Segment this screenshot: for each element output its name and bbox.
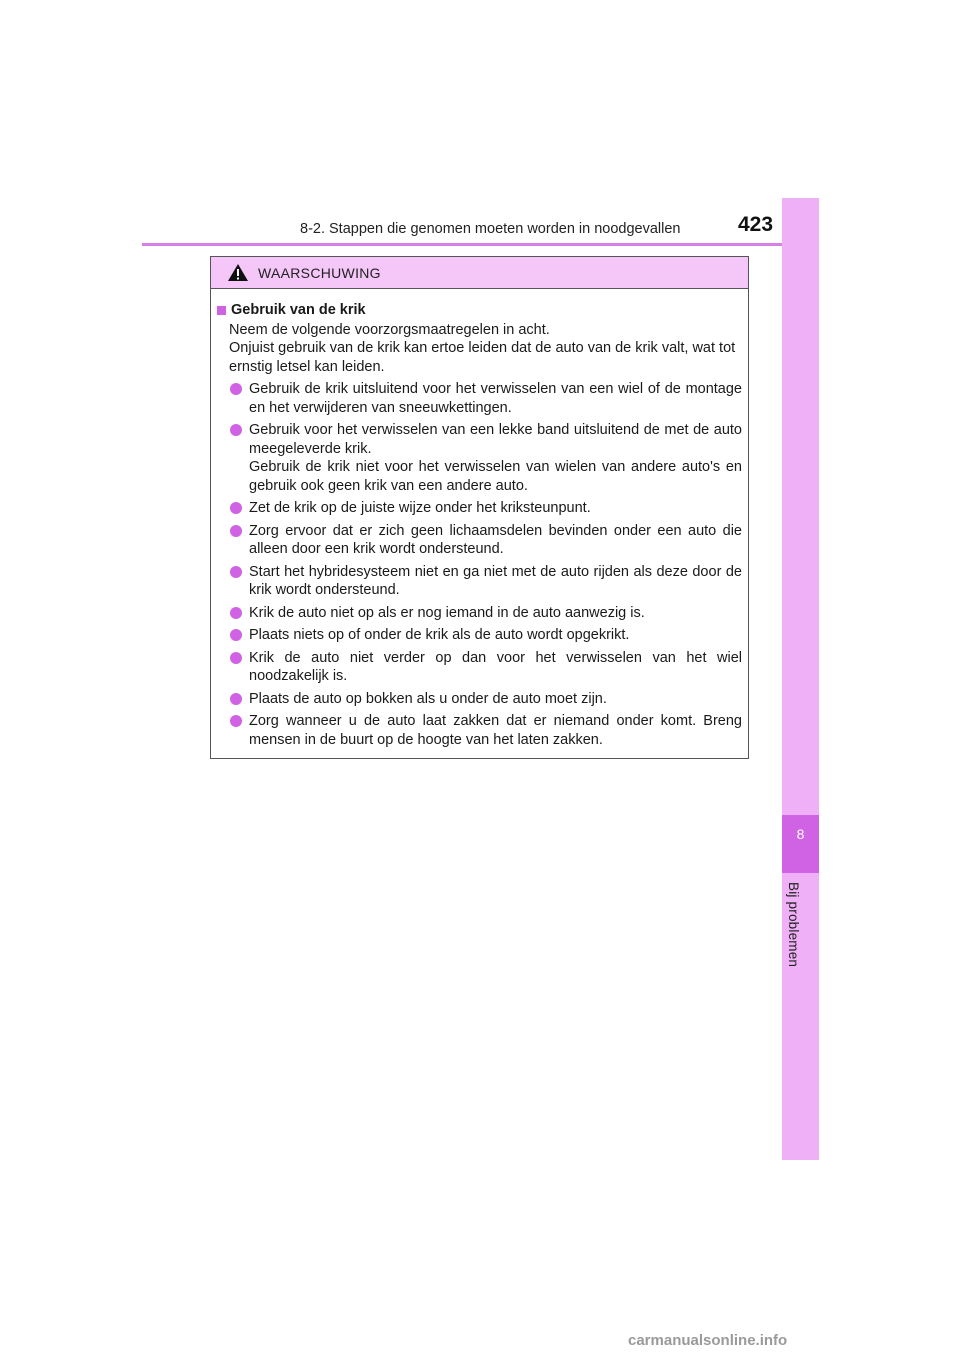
bullet-icon [230, 566, 242, 578]
bullet-icon [230, 693, 242, 705]
bullet-icon [230, 629, 242, 641]
list-item: Zorg ervoor dat er zich geen lichaamsdelen bevinden onder een auto die alleen door een krik wordt ondersteund. [230, 522, 742, 559]
warning-body [211, 289, 748, 749]
list-item: Start het hybridesysteem niet en ga niet met de auto rijden als deze door de krik wordt ondersteund. [230, 563, 742, 600]
page-number: 423 [738, 213, 774, 236]
bullet-icon [230, 715, 242, 727]
section-title [217, 301, 742, 320]
list-item: Gebruik voor het verwisselen van een lekke band uitsluitend de met de auto meegeleverde krik. Gebruik de krik niet voor het verwisselen van wielen van andere auto's en gebruik ook geen krik van een andere auto. [230, 421, 742, 495]
header-divider [142, 243, 819, 246]
list-item: Krik de auto niet verder op dan voor het verwisselen van het wiel noodzakelijk is. [230, 649, 742, 686]
warning-title: WAARSCHUWING [258, 264, 381, 281]
chapter-label: Bij problemen [786, 882, 801, 968]
list-item: Zorg wanneer u de auto laat zakken dat er niemand onder komt. Breng mensen in de buurt op de hoogte van het laten zakken. [230, 712, 742, 749]
bullet-icon [230, 652, 242, 664]
warning-header [211, 257, 748, 289]
bullet-icon [230, 607, 242, 619]
chapter-side-tab [782, 198, 819, 1160]
bullet-icon [230, 383, 242, 395]
list-item: Plaats niets op of onder de krik als de auto wordt opgekrikt. [230, 626, 742, 645]
list-item: Gebruik de krik uitsluitend voor het verwisselen van een wiel of de montage en het verwijderen van sneeuwkettingen. [230, 380, 742, 417]
page-header-title: 8-2. Stappen die genomen moeten worden in noodgevallen [300, 221, 681, 237]
chapter-number: 8 [796, 826, 805, 842]
safety-rules-list [217, 380, 742, 749]
intro-line: Neem de volgende voorzorgsmaatregelen in acht. [229, 321, 550, 338]
intro-text [217, 321, 742, 377]
warning-triangle-icon [227, 263, 249, 282]
bullet-icon [230, 502, 242, 514]
intro-line: Onjuist gebruik van de krik kan ertoe leiden dat de auto van de krik valt, wat tot ernstig letsel kan leiden. [229, 340, 736, 375]
warning-box [210, 256, 749, 759]
bullet-icon [230, 525, 242, 537]
list-item: Krik de auto niet op als er nog iemand in de auto aanwezig is. [230, 604, 742, 623]
square-bullet-icon [217, 306, 226, 315]
section-title-text: Gebruik van de krik [231, 302, 366, 318]
list-item: Zet de krik op de juiste wijze onder het kriksteunpunt. [230, 499, 742, 518]
chapter-tab-active [782, 815, 819, 873]
list-item: Plaats de auto op bokken als u onder de auto moet zijn. [230, 690, 742, 709]
watermark: carmanualsonline.info [628, 1332, 788, 1349]
bullet-icon [230, 424, 242, 436]
